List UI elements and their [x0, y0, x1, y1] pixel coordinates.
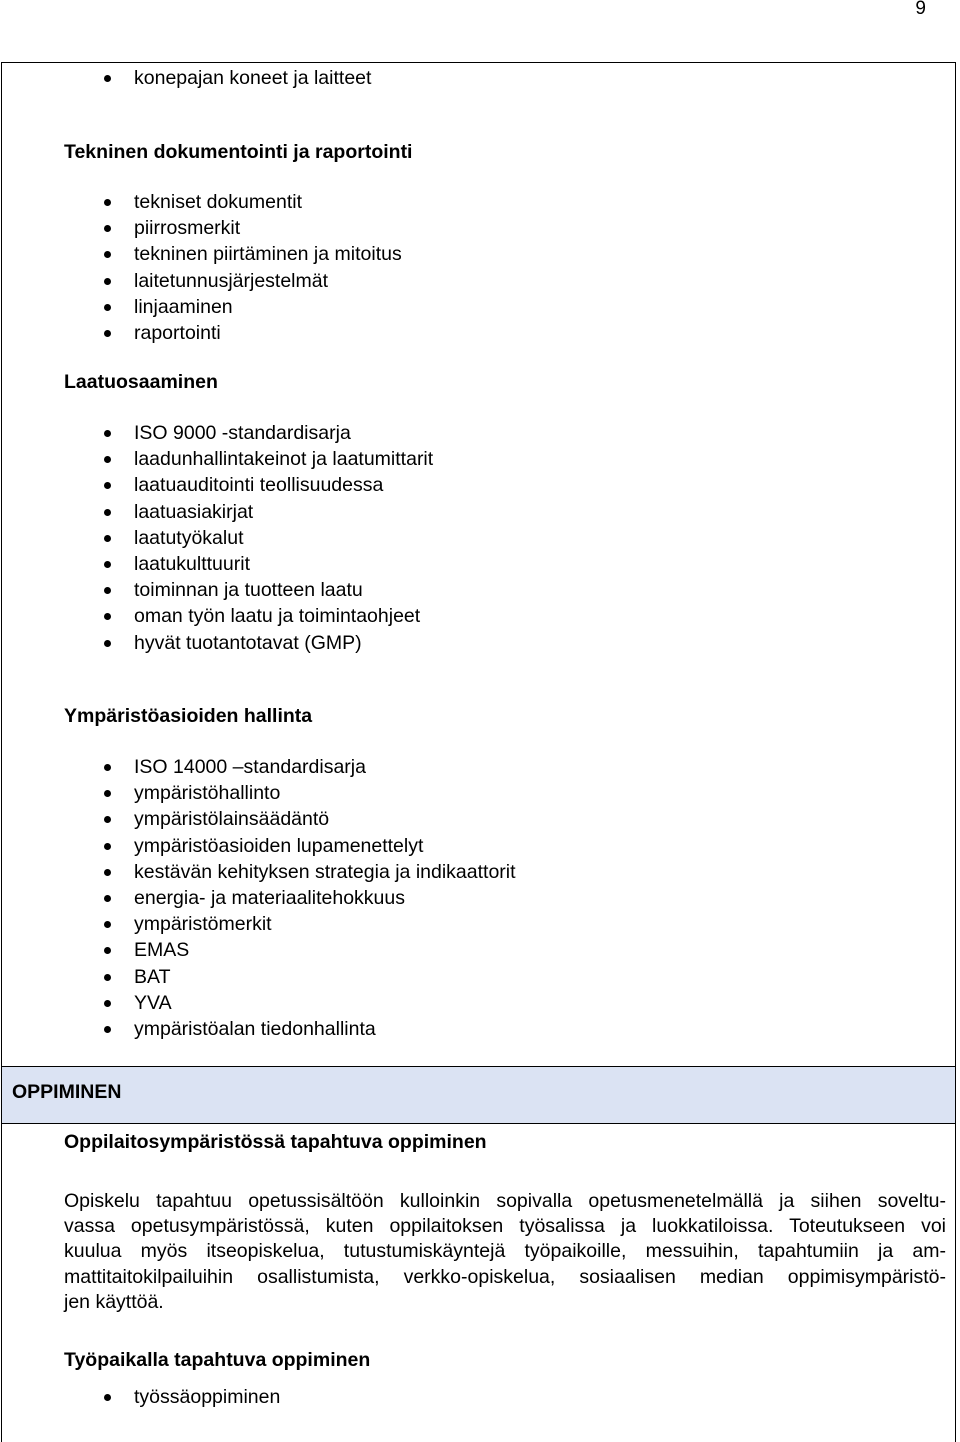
paragraph-line: kuulua myös itseopiskelua, tutustumiskäyntejä työpaikoille, messuihin, tapahtumiin ja am- [64, 1240, 946, 1263]
list-item: YVA [2, 990, 516, 1016]
list-item: laatutyökalut [2, 525, 433, 551]
list-item: energia- ja materiaalitehokkuus [2, 885, 516, 911]
paragraph-line: vassa opetusympäristössä, kuten oppilaitoksen työsalissa ja luokkatiloissa. Toteutukseen voi [64, 1215, 946, 1238]
section-heading-environment: Ympäristöasioiden hallinta [64, 705, 313, 727]
list-item: oman työn laatu ja toimintaohjeet [2, 603, 433, 629]
list-item: linjaaminen [2, 294, 402, 320]
list-item: ympäristömerkit [2, 911, 516, 937]
list-item: ympäristöhallinto [2, 780, 516, 806]
paragraph-line: mattitaitokilpailuihin osallistumista, verkko-opiskelua, sosiaalisen median oppimisympäristö- [64, 1265, 946, 1288]
list-item: EMAS [2, 937, 516, 963]
page-number: 9 [915, 0, 926, 19]
section-band-oppiminen [2, 1066, 955, 1124]
list-item: laatuauditointi teollisuudessa [2, 472, 433, 498]
list-item: tekniset dokumentit [2, 189, 402, 215]
list-item: piirrosmerkit [2, 215, 402, 241]
list-item: laitetunnusjärjestelmät [2, 268, 402, 294]
list-item: BAT [2, 964, 516, 990]
workplace-list [2, 1384, 280, 1410]
intro-list [2, 65, 371, 91]
list-item: raportointi [2, 320, 402, 346]
section-heading-technical-docs: Tekninen dokumentointi ja raportointi [64, 141, 413, 163]
band-title: OPPIMINEN [12, 1081, 122, 1103]
quality-list [2, 420, 433, 656]
environment-list [2, 754, 516, 1042]
list-item: hyvät tuotantotavat (GMP) [2, 630, 433, 656]
list-item: konepajan koneet ja laitteet [2, 65, 371, 91]
list-item: tekninen piirtäminen ja mitoitus [2, 241, 402, 267]
learning-heading-school: Oppilaitosympäristössä tapahtuva oppiminen [64, 1131, 487, 1153]
technical-docs-list [2, 189, 402, 346]
list-item: laatuasiakirjat [2, 499, 433, 525]
paragraph-line: jen käyttöä. [64, 1290, 164, 1313]
content-frame [1, 62, 956, 1442]
list-item: ympäristölainsäädäntö [2, 806, 516, 832]
list-item: laatukulttuurit [2, 551, 433, 577]
list-item: kestävän kehityksen strategia ja indikaattorit [2, 859, 516, 885]
list-item: työssäoppiminen [2, 1384, 280, 1410]
paragraph-line: Opiskelu tapahtuu opetussisältöön kulloinkin sopivalla opetusmenetelmällä ja siihen soveltu- [64, 1190, 946, 1212]
learning-paragraph [64, 1189, 946, 1315]
list-item: toiminnan ja tuotteen laatu [2, 577, 433, 603]
learning-heading-workplace: Työpaikalla tapahtuva oppiminen [64, 1349, 371, 1371]
list-item: ympäristöalan tiedonhallinta [2, 1016, 516, 1042]
list-item: laadunhallintakeinot ja laatumittarit [2, 446, 433, 472]
list-item: ympäristöasioiden lupamenettelyt [2, 833, 516, 859]
list-item: ISO 9000 -standardisarja [2, 420, 433, 446]
list-item: ISO 14000 –standardisarja [2, 754, 516, 780]
section-heading-quality: Laatuosaaminen [64, 371, 218, 393]
